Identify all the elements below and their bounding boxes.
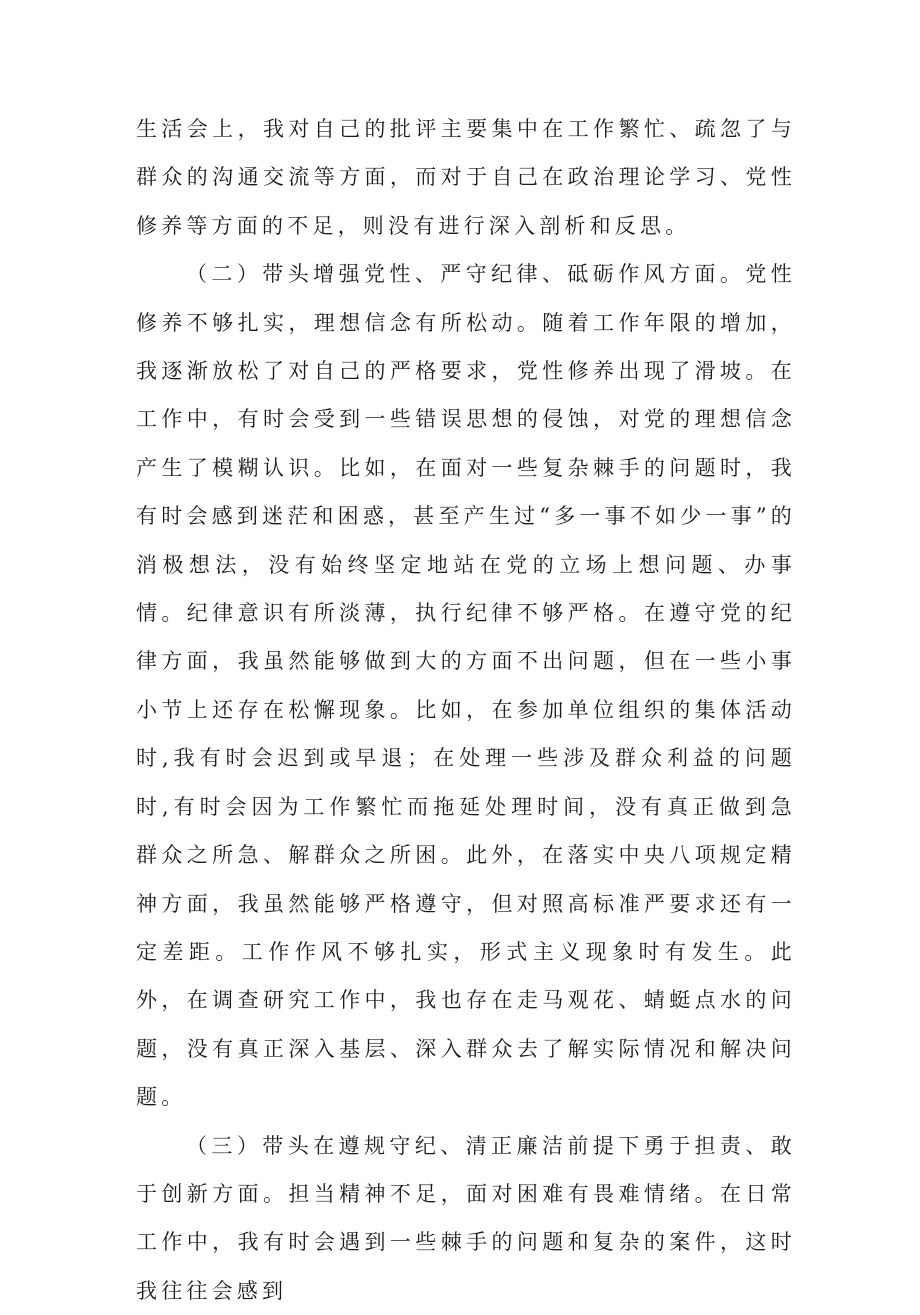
paragraph-3: （三）带头在遵规守纪、清正廉洁前提下勇于担责、敢于创新方面。担当精神不足，面对困难有畏难情绪。在日常工作中，我有时会遇到一些棘手的问题和复杂的案件，这时我往往会感到: [136, 1133, 796, 1303]
paragraph-1: 生活会上，我对自己的批评主要集中在工作繁忙、疏忽了与群众的沟通交流等方面，而对于自己在政治理论学习、党性修养等方面的不足，则没有进行深入剖析和反思。: [136, 117, 796, 238]
document-page: [136, 105, 796, 1315]
paragraph-2: （二）带头增强党性、严守纪律、砥砺作风方面。党性修养不够扎实，理想信念有所松动。随着工作年限的增加，我逐渐放松了对自己的严格要求，党性修养出现了滑坡。在工作中，有时会受到一些错误思想的侵蚀，对党的理想信念产生了模糊认识。比如，在面对一些复杂棘手的问题时，我有时会感到迷茫和困惑，甚至产生过“多一事不如少一事”的消极想法，没有始终坚定地站在党的立场上想问题、办事情。纪律意识有所淡薄，执行纪律不够严格。在遵守党的纪律方面，我虽然能够做到大的方面不出问题，但在一些小事小节上还存在松懈现象。比如，在参加单位组织的集体活动时,我有时会迟到或早退；在处理一些涉及群众利益的问题时,有时会因为工作繁忙而拖延处理时间，没有真正做到急群众之所急、解群众之所困。此外，在落实中央八项规定精神方面，我虽然能够严格遵守，但对照高标准严要求还有一定差距。工作作风不够扎实，形式主义现象时有发生。此外，在调查研究工作中，我也存在走马观花、蜻蜓点水的问题，没有真正深入基层、深入群众去了解实际情况和解决问题。: [136, 262, 796, 1110]
